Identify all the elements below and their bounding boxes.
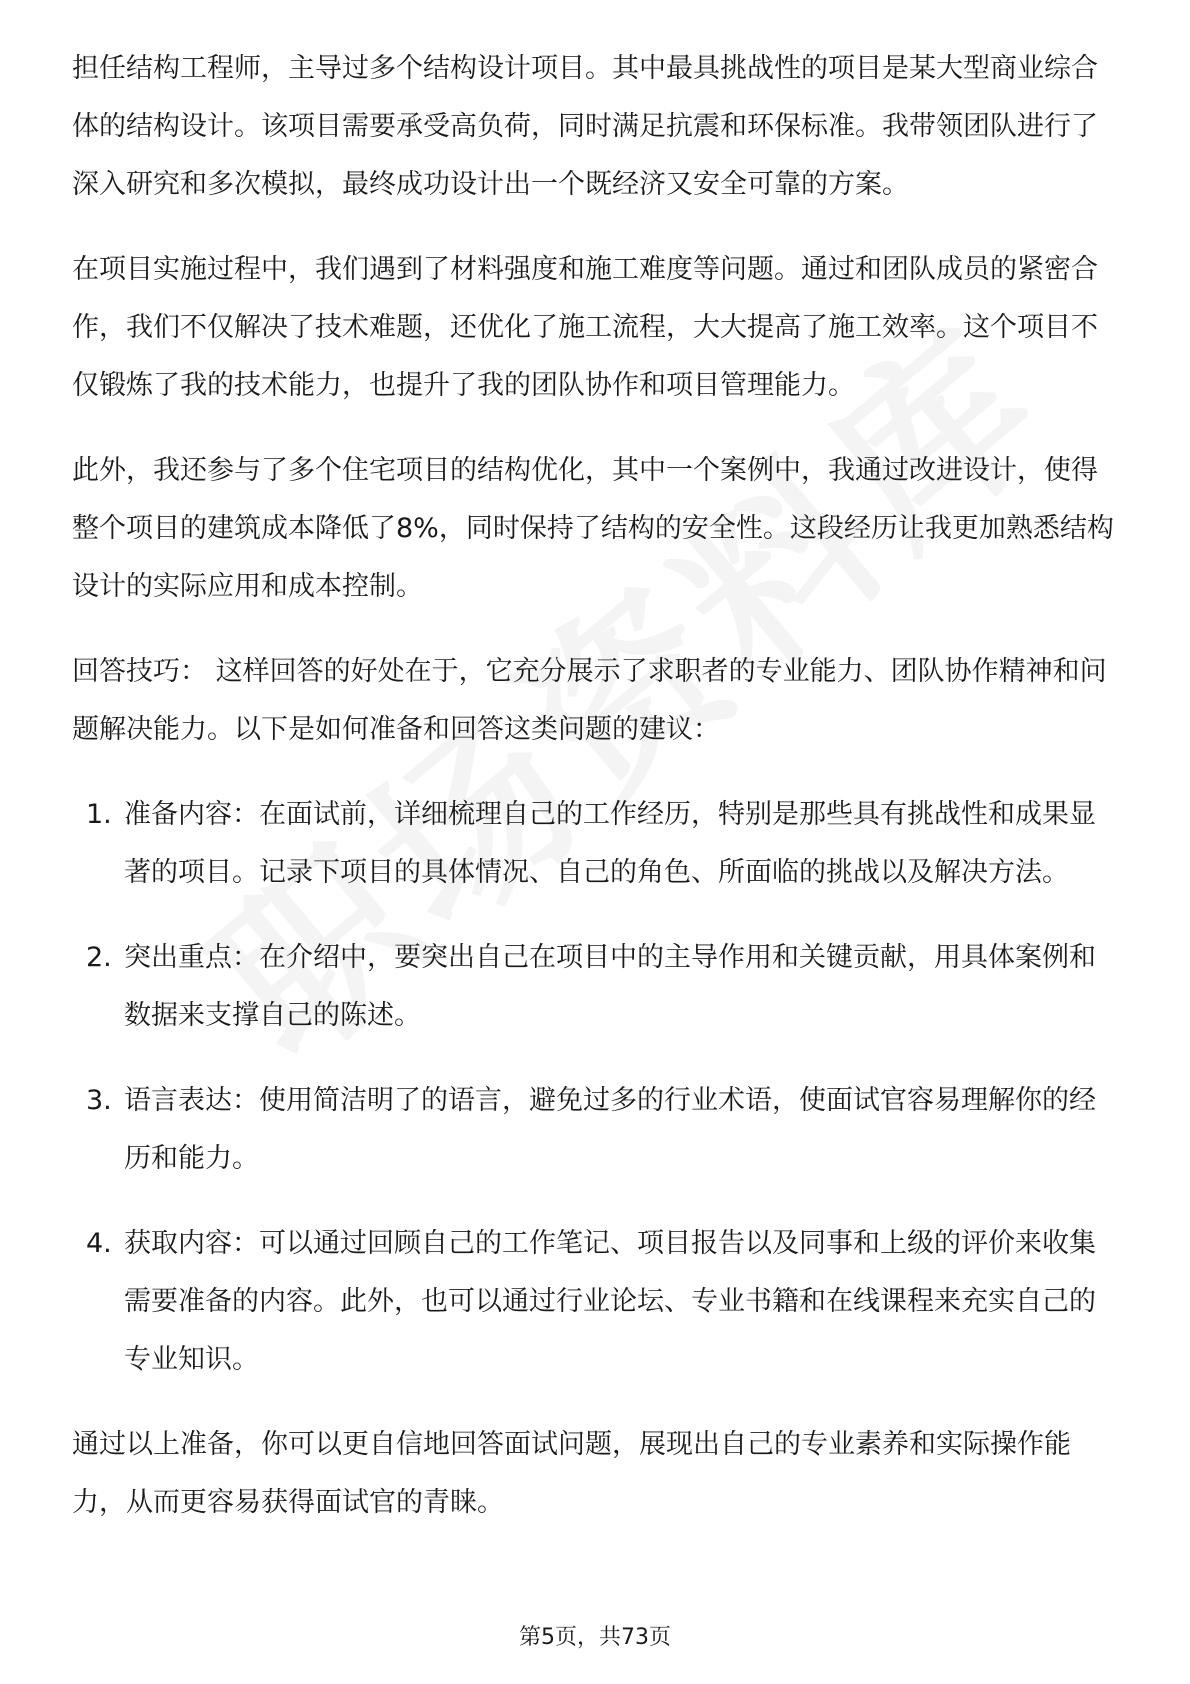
- paragraph-implementation: 在项目实施过程中，我们遇到了材料强度和施工难度等问题。通过和团队成员的紧密合作，我们不仅解决了技术难题，还优化了施工流程，大大提高了施工效率。这个项目不仅锻炼了我的技术能力，也提升了我的团队协作和项目管理能力。: [72, 254, 1098, 401]
- paragraph-experience: 担任结构工程师，主导过多个结构设计项目。其中最具挑战性的项目是某大型商业综合体的结构设计。该项目需要承受高负荷，同时满足抗震和环保标准。我带领团队进行了深入研究和多次模拟，最终成功设计出一个既经济又安全可靠的方案。: [72, 53, 1098, 200]
- list-item-text: 准备内容：在面试前，详细梳理自己的工作经历，特别是那些具有挑战性和成果显著的项目。记录下项目的具体情况、自己的角色、所面临的挑战以及解决方法。: [124, 799, 1096, 888]
- tips-list: [72, 786, 1117, 1389]
- list-number: 4.: [86, 1228, 112, 1259]
- page-number: 第5页，共73页: [519, 1625, 671, 1650]
- list-item: [72, 929, 1117, 1045]
- paragraph-closing: 通过以上准备，你可以更自信地回答面试问题，展现出自己的专业素养和实际操作能力，从而更容易获得面试官的青睐。: [72, 1429, 1071, 1518]
- list-item-text: 突出重点：在介绍中，要突出自己在项目中的主导作用和关键贡献，用具体案例和数据来支撑自己的陈述。: [124, 942, 1096, 1031]
- paragraph-answer-tips: 回答技巧： 这样回答的好处在于，它充分展示了求职者的专业能力、团队协作精神和问题解决能力。以下是如何准备和回答这类问题的建议：: [72, 656, 1107, 745]
- document-body: [72, 40, 1117, 1559]
- list-item-text: 语言表达：使用简洁明了的语言，避免过多的行业术语，使面试官容易理解你的经历和能力。: [124, 1085, 1096, 1174]
- list-item: [72, 786, 1117, 902]
- list-number: 1.: [86, 799, 112, 830]
- list-item: [72, 1072, 1117, 1188]
- list-number: 3.: [86, 1085, 112, 1116]
- list-item-text: 获取内容：可以通过回顾自己的工作笔记、项目报告以及同事和上级的评价来收集需要准备的内容。此外，也可以通过行业论坛、专业书籍和在线课程来充实自己的专业知识。: [124, 1228, 1096, 1375]
- list-item: [72, 1215, 1117, 1389]
- paragraph-residential: 此外，我还参与了多个住宅项目的结构优化，其中一个案例中，我通过改进设计，使得整个项目的建筑成本降低了8%，同时保持了结构的安全性。这段经历让我更加熟悉结构设计的实际应用和成本控制。: [72, 455, 1114, 602]
- list-number: 2.: [86, 942, 112, 973]
